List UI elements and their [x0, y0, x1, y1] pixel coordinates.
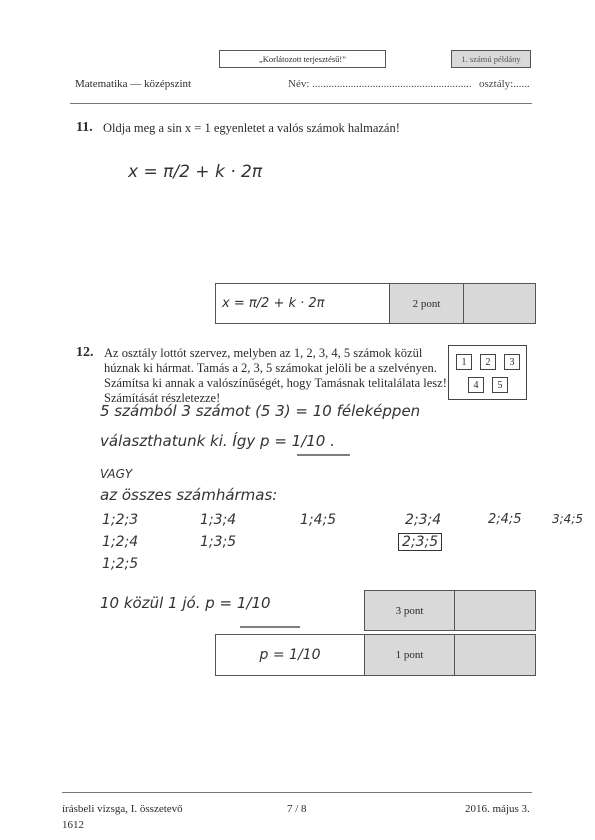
q12-points-bottom-box: [364, 634, 455, 676]
q12-work-line-5: 10 közül 1 jó. p = 1/10: [100, 594, 271, 612]
q12-work-line-1: 5 számból 3 számot (5 3) = 10 féleképpen: [100, 402, 421, 420]
q11-answer-box: [215, 283, 390, 324]
combination-7: 1;2;4: [102, 534, 139, 550]
footer-code: 1612: [62, 819, 84, 831]
q11-text: Oldja meg a sin x = 1 egyenletet a valós számok halmazán!: [103, 121, 400, 135]
subject-label: Matematika — középszint: [75, 78, 192, 90]
q12-score-cell-bottom: [454, 634, 536, 676]
restricted-distribution-label: „Korlátozott terjesztésű!”: [258, 54, 347, 64]
ticket-number-1: 1: [456, 354, 472, 370]
q12-points-top-label: 3 pont: [395, 604, 424, 617]
q11-answer-text: x = π/2 + k · 2π: [222, 296, 325, 311]
q12-score-cell-top: [454, 590, 536, 631]
q11-number: 11.: [76, 120, 93, 135]
ticket-number-5: 5: [492, 377, 508, 393]
q12-number: 12.: [76, 345, 94, 360]
q12-text-line-4: Számítását részletezze!: [104, 391, 221, 405]
q12-work-line-3: VAGY: [100, 467, 133, 481]
q12-work-line-2: választhatunk ki. Így p = 1/10 .: [100, 432, 335, 450]
copy-number-label: 1. számú példány: [461, 54, 521, 64]
q11-score-cell: [463, 283, 536, 324]
restricted-distribution-box: [219, 50, 386, 68]
q11-points-label: 2 pont: [412, 297, 441, 310]
combination-winning: 2;3;5: [398, 533, 442, 551]
combination-5: 2;4;5: [488, 512, 522, 527]
class-field-label: osztály:......: [479, 78, 530, 90]
q12-text-line-3: Számítsa ki annak a valószínűségét, hogy Tamásnak telitalálata lesz!: [104, 376, 447, 390]
q12-text-line-2: húznak ki hármat. Tamás a 2, 3, 5 számokat jelöli be a szelvényen.: [104, 361, 437, 375]
q12-points-bottom-label: 1 pont: [395, 649, 424, 661]
combination-2: 1;3;4: [200, 512, 237, 528]
copy-number-box: [451, 50, 531, 68]
q12-text-line-1: Az osztály lottót szervez, melyben az 1, 2, 3, 4, 5 számok közül: [104, 346, 423, 360]
footer-page-number: 7 / 8: [287, 803, 307, 815]
combination-4: 2;3;4: [405, 512, 442, 528]
q11-points-box: [389, 283, 464, 324]
combination-3: 1;4;5: [300, 512, 337, 528]
q12-answer-box: [215, 634, 365, 676]
q12-answer-text: p = 1/10: [259, 647, 321, 663]
name-field-label: Név: ..........................................................: [288, 78, 472, 90]
combination-8: 1;3;5: [200, 534, 237, 550]
header-rule: [70, 103, 532, 104]
ticket-number-4: 4: [468, 377, 484, 393]
combination-6: 3;4;5: [552, 512, 583, 526]
q12-work-line-4: az összes számhármas:: [100, 486, 278, 504]
footer-date: 2016. május 3.: [465, 803, 530, 815]
footer-exam-label: írásbeli vizsga, I. összetevő: [62, 803, 183, 815]
footer-rule: [62, 792, 532, 793]
combination-1: 1;2;3: [102, 512, 139, 528]
q11-handwritten-work: x = π/2 + k · 2π: [128, 162, 263, 182]
ticket-number-2: 2: [480, 354, 496, 370]
ticket-number-3: 3: [504, 354, 520, 370]
lottery-ticket: [448, 345, 527, 400]
combination-9: 1;2;5: [102, 556, 139, 572]
q12-points-top-box: [364, 590, 455, 631]
